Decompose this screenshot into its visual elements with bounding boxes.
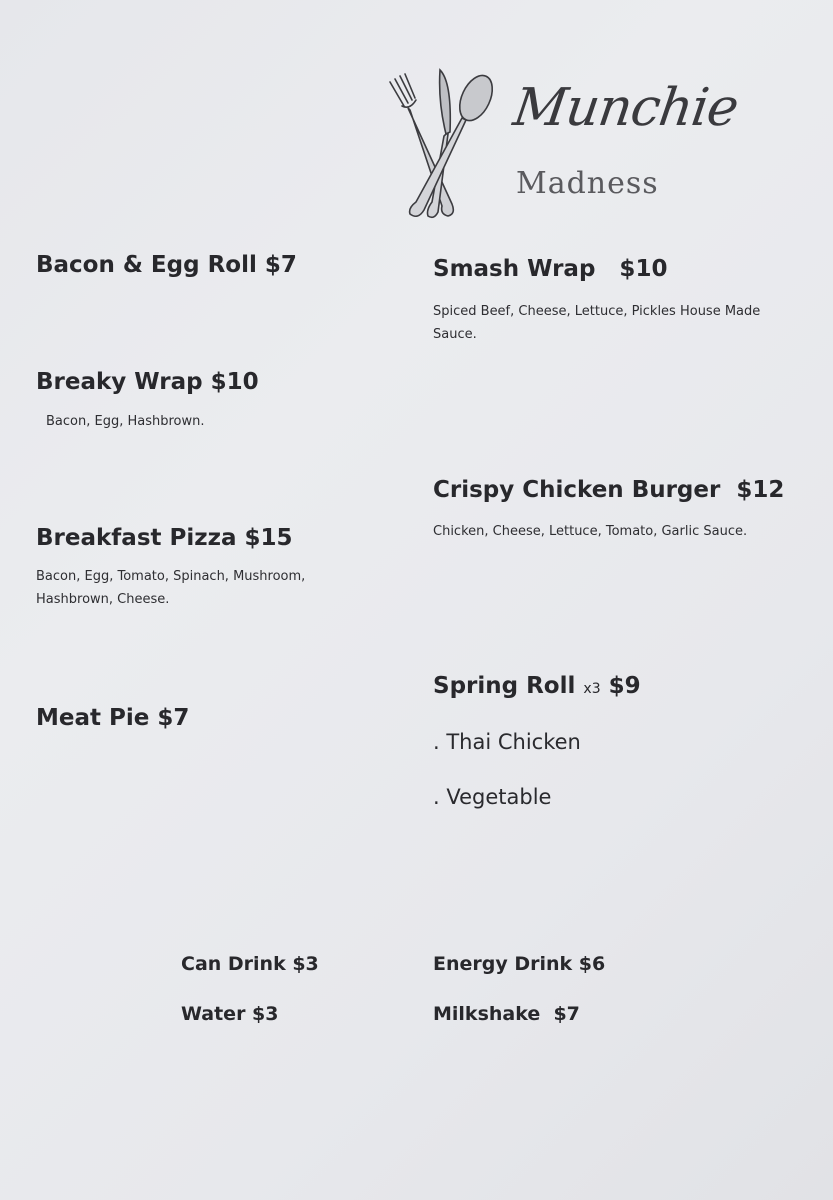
item-description <box>433 300 760 346</box>
menu-item-crispy-chicken-burger <box>433 477 784 544</box>
spring-roll-variant-vegetable: . Vegetable <box>433 785 552 809</box>
item-description-line: Bacon, Egg, Tomato, Spinach, Mushroom, <box>36 569 306 584</box>
item-description <box>36 565 305 611</box>
item-title <box>433 673 641 699</box>
menu-item-smash-wrap <box>433 256 760 346</box>
item-quantity: x3 <box>583 681 601 697</box>
drink-water: Water $3 <box>181 1003 279 1025</box>
drink-energy-drink: Energy Drink $6 <box>433 953 606 975</box>
menu-item-bacon-egg-roll <box>36 252 297 278</box>
item-title: Crispy Chicken Burger $12 <box>433 477 785 503</box>
item-description-line: Spiced Beef, Cheese, Lettuce, Pickles House Made <box>433 304 761 319</box>
drink-can-drink: Can Drink $3 <box>181 953 319 975</box>
item-title: Meat Pie $7 <box>36 705 190 731</box>
menu-item-meat-pie <box>36 705 189 731</box>
spring-roll-variant-thai-chicken: . Thai Chicken <box>433 730 581 754</box>
item-description-line: Sauce. <box>433 327 477 342</box>
logo <box>380 62 742 232</box>
menu-item-spring-roll <box>433 673 641 699</box>
item-description-line: Hashbrown, Cheese. <box>36 592 170 607</box>
item-title: Smash Wrap $10 <box>433 256 668 282</box>
logo-title: Munchie <box>509 78 742 138</box>
crossed-cutlery-icon <box>380 62 510 222</box>
item-description: Bacon, Egg, Hashbrown. <box>46 414 205 429</box>
item-title: Breaky Wrap $10 <box>36 369 259 395</box>
logo-subtitle: Madness <box>516 166 659 201</box>
item-title: Bacon & Egg Roll $7 <box>36 252 297 278</box>
drink-milkshake: Milkshake $7 <box>433 1003 580 1025</box>
item-title: Breakfast Pizza $15 <box>36 525 293 551</box>
item-description: Chicken, Cheese, Lettuce, Tomato, Garlic Sauce. <box>433 524 748 539</box>
menu-item-breakfast-pizza <box>36 525 305 611</box>
menu-item-breaky-wrap <box>36 369 259 434</box>
item-name: Spring Roll <box>433 673 576 699</box>
item-price: $9 <box>608 673 641 699</box>
